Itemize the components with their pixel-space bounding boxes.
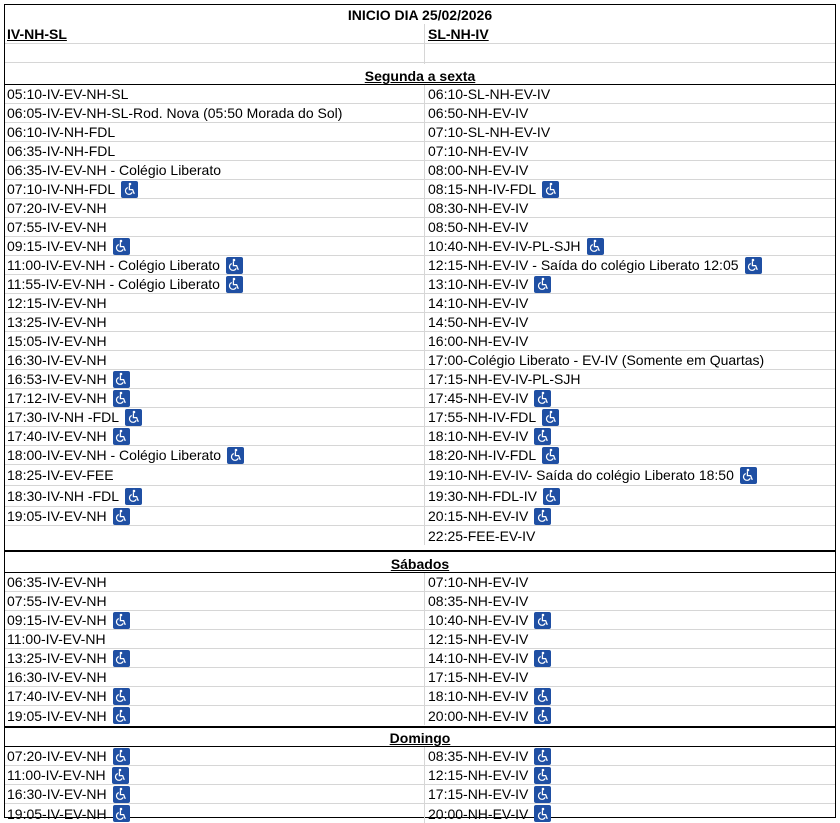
wheelchair-icon — [113, 805, 130, 822]
left-trip-cell — [7, 180, 423, 198]
left-trip-cell — [7, 668, 423, 686]
wheelchair-icon — [534, 688, 551, 705]
table-row — [5, 370, 835, 389]
right-trip-cell — [428, 237, 833, 255]
column-header-left: IV-NH-SL — [7, 25, 67, 42]
section-title-row — [5, 727, 835, 747]
section-title-row — [5, 551, 835, 573]
right-trip-cell — [428, 408, 833, 426]
right-trip-cell — [428, 804, 833, 823]
trip-time: 12:15-NH-EV-IV — [428, 631, 529, 647]
trip-time: 12:15-IV-EV-NH — [7, 295, 107, 311]
left-trip-cell — [7, 142, 423, 160]
blank-row — [5, 44, 835, 63]
trip-time: 17:45-NH-EV-IV — [428, 390, 529, 406]
trip-time: 17:12-IV-EV-NH — [7, 390, 107, 406]
column-divider — [424, 85, 425, 545]
right-trip-cell — [428, 180, 833, 198]
trip-time: 18:10-NH-EV-IV — [428, 688, 529, 704]
left-trip-cell — [7, 785, 423, 803]
trip-time: 17:15-NH-EV-IV — [428, 669, 529, 685]
left-trip-cell — [7, 526, 423, 545]
trip-time: 07:20-IV-EV-NH — [7, 748, 107, 764]
trip-time: 08:30-NH-EV-IV — [428, 200, 529, 216]
trip-time: 19:30-NH-FDL-IV — [428, 488, 537, 504]
wheelchair-icon — [745, 257, 762, 274]
table-row — [5, 668, 835, 687]
right-trip-cell — [428, 332, 833, 350]
trip-time: 08:00-NH-EV-IV — [428, 162, 529, 178]
trip-time: 17:30-IV-NH -FDL — [7, 409, 120, 425]
trip-time: 18:10-NH-EV-IV — [428, 428, 529, 444]
table-row — [5, 199, 835, 218]
right-trip-cell — [428, 351, 833, 369]
left-trip-cell — [7, 161, 423, 179]
wheelchair-icon — [542, 447, 559, 464]
right-trip-cell — [428, 649, 833, 667]
trip-time: 17:40-IV-EV-NH — [7, 428, 107, 444]
trip-time: 19:10-NH-EV-IV- Saída do colégio Liberato 18:50 — [428, 467, 734, 483]
right-trip-cell — [428, 446, 833, 464]
left-trip-cell — [7, 804, 423, 823]
table-row — [5, 611, 835, 630]
trip-time: 22:25-FEE-EV-IV — [428, 527, 536, 544]
section-title: Domingo — [389, 730, 451, 746]
table-row — [5, 275, 835, 294]
trip-time: 16:30-IV-EV-NH — [7, 352, 107, 368]
trip-time: 07:10-NH-EV-IV — [428, 143, 529, 159]
table-row — [5, 486, 835, 507]
right-trip-cell — [428, 785, 833, 803]
trip-time: 10:40-NH-EV-IV — [428, 612, 529, 628]
wheelchair-icon — [534, 508, 551, 525]
left-trip-cell — [7, 465, 423, 485]
trip-time: 08:35-NH-EV-IV — [428, 593, 529, 609]
trip-time: 07:10-SL-NH-EV-IV — [428, 124, 551, 140]
right-trip-cell — [428, 611, 833, 629]
trip-time: 19:05-IV-EV-NH — [7, 805, 107, 822]
right-trip-cell — [428, 507, 833, 525]
wheelchair-icon — [113, 390, 130, 407]
trip-time: 10:40-NH-EV-IV-PL-SJH — [428, 238, 581, 254]
trip-time: 16:00-NH-EV-IV — [428, 333, 529, 349]
wheelchair-icon — [113, 786, 130, 803]
column-header-row — [5, 24, 835, 44]
trip-time: 15:05-IV-EV-NH — [7, 333, 107, 349]
right-trip-cell — [428, 706, 833, 725]
wheelchair-icon — [534, 390, 551, 407]
wheelchair-icon — [534, 748, 551, 765]
start-date-title: INICIO DIA 25/02/2026 — [347, 7, 493, 23]
trip-time: 14:50-NH-EV-IV — [428, 314, 529, 330]
trip-time: 07:55-IV-EV-NH — [7, 593, 107, 609]
trip-time: 12:15-NH-EV-IV — [428, 767, 529, 783]
left-trip-cell — [7, 649, 423, 667]
wheelchair-icon — [113, 612, 130, 629]
left-trip-cell — [7, 427, 423, 445]
trip-time: 11:00-IV-EV-NH — [7, 767, 106, 783]
right-trip-cell — [428, 123, 833, 141]
trip-time: 18:25-IV-EV-FEE — [7, 467, 114, 483]
table-row — [5, 687, 835, 706]
left-trip-cell — [7, 446, 423, 464]
left-trip-cell — [7, 389, 423, 407]
wheelchair-icon — [113, 748, 130, 765]
table-row — [5, 766, 835, 785]
wheelchair-icon — [227, 447, 244, 464]
table-row — [5, 526, 835, 545]
right-trip-cell — [428, 218, 833, 236]
left-trip-cell — [7, 104, 423, 122]
trip-time: 16:30-IV-EV-NH — [7, 669, 107, 685]
trip-time: 17:00-Colégio Liberato - EV-IV (Somente em Quartas) — [428, 352, 765, 368]
left-trip-cell — [7, 370, 423, 388]
table-row — [5, 237, 835, 256]
wheelchair-icon — [125, 488, 142, 505]
wheelchair-icon — [534, 276, 551, 293]
left-trip-cell — [7, 630, 423, 648]
trip-time: 08:15-NH-IV-FDL — [428, 181, 537, 197]
left-trip-cell — [7, 294, 423, 312]
right-trip-cell — [428, 85, 833, 103]
right-trip-cell — [428, 294, 833, 312]
table-row — [5, 804, 835, 823]
trip-time: 18:30-IV-NH -FDL — [7, 488, 120, 504]
left-trip-cell — [7, 766, 423, 784]
table-row — [5, 313, 835, 332]
right-trip-cell — [428, 199, 833, 217]
table-row — [5, 649, 835, 668]
wheelchair-icon — [226, 257, 243, 274]
wheelchair-icon — [125, 409, 142, 426]
wheelchair-icon — [542, 181, 559, 198]
left-trip-cell — [7, 351, 423, 369]
left-trip-cell — [7, 218, 423, 236]
wheelchair-icon — [534, 650, 551, 667]
right-trip-cell — [428, 573, 833, 591]
trip-time: 06:50-NH-EV-IV — [428, 105, 529, 121]
table-row — [5, 256, 835, 275]
trip-time: 13:10-NH-EV-IV — [428, 276, 529, 292]
left-trip-cell — [7, 573, 423, 591]
wheelchair-icon — [534, 612, 551, 629]
trip-time: 06:35-IV-EV-NH — [7, 574, 107, 590]
right-trip-cell — [428, 486, 833, 506]
section-title-row — [5, 64, 835, 85]
right-trip-cell — [428, 526, 833, 545]
table-row — [5, 389, 835, 408]
wheelchair-icon — [534, 767, 551, 784]
trip-time: 09:15-IV-EV-NH — [7, 612, 107, 628]
table-row — [5, 706, 835, 725]
right-trip-cell — [428, 313, 833, 331]
wheelchair-icon — [113, 371, 130, 388]
table-row — [5, 408, 835, 427]
table-row — [5, 218, 835, 237]
trip-time: 09:15-IV-EV-NH — [7, 238, 107, 254]
left-trip-cell — [7, 275, 423, 293]
trip-time: 11:00-IV-EV-NH - Colégio Liberato — [7, 257, 220, 273]
right-trip-cell — [428, 275, 833, 293]
trip-time: 07:10-IV-NH-FDL — [7, 181, 116, 197]
table-row — [5, 351, 835, 370]
trip-time: 07:10-NH-EV-IV — [428, 574, 529, 590]
right-trip-cell — [428, 687, 833, 705]
left-trip-cell — [7, 256, 423, 274]
wheelchair-icon — [587, 238, 604, 255]
right-trip-cell — [428, 389, 833, 407]
right-trip-cell — [428, 668, 833, 686]
trip-time: 06:35-IV-NH-FDL — [7, 143, 116, 159]
wheelchair-icon — [226, 276, 243, 293]
wheelchair-icon — [121, 181, 138, 198]
trip-time: 19:05-IV-EV-NH — [7, 707, 107, 724]
wheelchair-icon — [113, 688, 130, 705]
table-row — [5, 465, 835, 486]
trip-time: 20:00-NH-EV-IV — [428, 707, 529, 724]
table-row — [5, 142, 835, 161]
trip-time: 18:00-IV-EV-NH - Colégio Liberato — [7, 447, 221, 463]
right-trip-cell — [428, 142, 833, 160]
left-trip-cell — [7, 611, 423, 629]
table-row — [5, 104, 835, 123]
column-divider — [424, 747, 425, 823]
table-row — [5, 630, 835, 649]
right-trip-cell — [428, 370, 833, 388]
trip-time: 18:20-NH-IV-FDL — [428, 447, 537, 463]
trip-time: 06:10-IV-NH-FDL — [7, 124, 116, 140]
trip-time: 12:15-NH-EV-IV - Saída do colégio Liberato 12:05 — [428, 257, 739, 273]
column-divider — [424, 24, 425, 64]
section-title: Sábados — [390, 556, 450, 572]
trip-time: 17:15-NH-EV-IV-PL-SJH — [428, 371, 581, 387]
table-row — [5, 294, 835, 313]
left-trip-cell — [7, 747, 423, 765]
left-trip-cell — [7, 706, 423, 725]
left-trip-cell — [7, 313, 423, 331]
table-row — [5, 161, 835, 180]
trip-time: 20:00-NH-EV-IV — [428, 805, 529, 822]
left-trip-cell — [7, 199, 423, 217]
left-trip-cell — [7, 332, 423, 350]
wheelchair-icon — [543, 488, 560, 505]
trip-time: 17:40-IV-EV-NH — [7, 688, 107, 704]
trip-time: 16:30-IV-EV-NH — [7, 786, 107, 802]
table-row — [5, 123, 835, 142]
table-row — [5, 446, 835, 465]
table-row — [5, 332, 835, 351]
trip-time: 06:05-IV-EV-NH-SL-Rod. Nova (05:50 Morada do Sol) — [7, 105, 343, 121]
left-trip-cell — [7, 408, 423, 426]
table-row — [5, 507, 835, 526]
wheelchair-icon — [534, 805, 551, 822]
wheelchair-icon — [534, 786, 551, 803]
right-trip-cell — [428, 592, 833, 610]
trip-time: 20:15-NH-EV-IV — [428, 508, 529, 524]
wheelchair-icon — [113, 650, 130, 667]
table-row — [5, 785, 835, 804]
wheelchair-icon — [534, 707, 551, 724]
wheelchair-icon — [113, 707, 130, 724]
trip-time: 08:35-NH-EV-IV — [428, 748, 529, 764]
left-trip-cell — [7, 687, 423, 705]
right-trip-cell — [428, 465, 833, 485]
table-row — [5, 747, 835, 766]
table-row — [5, 573, 835, 592]
trip-time: 06:10-SL-NH-EV-IV — [428, 86, 551, 102]
trip-time: 05:10-IV-EV-NH-SL — [7, 86, 129, 102]
table-row — [5, 85, 835, 104]
trip-time: 14:10-NH-EV-IV — [428, 650, 529, 666]
trip-time: 06:35-IV-EV-NH - Colégio Liberato — [7, 162, 221, 178]
trip-time: 17:15-NH-EV-IV — [428, 786, 529, 802]
trip-time: 19:05-IV-EV-NH — [7, 508, 107, 524]
trip-time: 14:10-NH-EV-IV — [428, 295, 529, 311]
trip-time: 16:53-IV-EV-NH — [7, 371, 107, 387]
trip-time: 07:55-IV-EV-NH — [7, 219, 107, 235]
column-header-right: SL-NH-IV — [428, 25, 489, 42]
trip-time: 11:00-IV-EV-NH — [7, 631, 106, 647]
left-trip-cell — [7, 123, 423, 141]
trip-time: 17:55-NH-IV-FDL — [428, 409, 537, 425]
right-trip-cell — [428, 630, 833, 648]
section-title: Segunda a sexta — [364, 68, 476, 84]
wheelchair-icon — [113, 508, 130, 525]
left-trip-cell — [7, 85, 423, 103]
trip-time: 13:25-IV-EV-NH — [7, 314, 107, 330]
table-row — [5, 592, 835, 611]
wheelchair-icon — [112, 767, 129, 784]
wheelchair-icon — [534, 428, 551, 445]
left-trip-cell — [7, 592, 423, 610]
wheelchair-icon — [113, 428, 130, 445]
column-divider — [424, 573, 425, 725]
trip-time: 08:50-NH-EV-IV — [428, 219, 529, 235]
right-trip-cell — [428, 161, 833, 179]
wheelchair-icon — [740, 467, 757, 484]
wheelchair-icon — [542, 409, 559, 426]
trip-time: 13:25-IV-EV-NH — [7, 650, 107, 666]
table-row — [5, 427, 835, 446]
schedule-sheet — [4, 4, 836, 822]
table-row — [5, 180, 835, 199]
right-trip-cell — [428, 427, 833, 445]
wheelchair-icon — [113, 238, 130, 255]
left-trip-cell — [7, 507, 423, 525]
trip-time: 11:55-IV-EV-NH - Colégio Liberato — [7, 276, 220, 292]
trip-time: 07:20-IV-EV-NH — [7, 200, 107, 216]
left-trip-cell — [7, 237, 423, 255]
right-trip-cell — [428, 747, 833, 765]
right-trip-cell — [428, 104, 833, 122]
right-trip-cell — [428, 256, 833, 274]
right-trip-cell — [428, 766, 833, 784]
left-trip-cell — [7, 486, 423, 506]
